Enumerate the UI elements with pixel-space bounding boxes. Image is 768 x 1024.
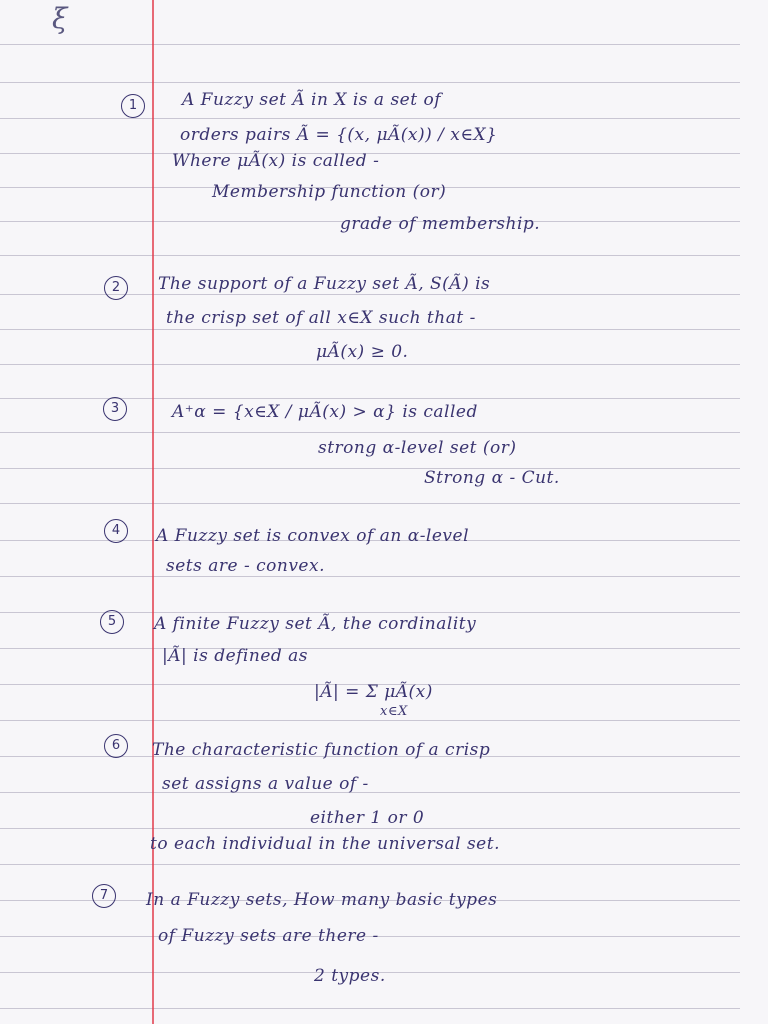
item-number: 7 <box>92 884 116 908</box>
note-line: either 1 or 0 <box>310 808 425 828</box>
ruled-line <box>0 44 740 45</box>
note-line: Where μÃ(x) is called - <box>172 151 380 171</box>
ruled-line <box>0 1008 740 1009</box>
item-number: 3 <box>103 397 127 421</box>
ruled-line <box>0 720 740 721</box>
note-line: Strong α - Cut. <box>424 468 560 488</box>
note-line: of Fuzzy sets are there - <box>158 926 379 946</box>
formula-line: |Ã| = Σ μÃ(x) <box>314 682 433 702</box>
note-line: In a Fuzzy sets, How many basic types <box>146 890 498 910</box>
note-line: strong α-level set (or) <box>318 438 517 458</box>
note-line: A⁺α = {x∈X / μÃ(x) > α} is called <box>172 402 478 422</box>
ruled-line <box>0 82 740 83</box>
margin-line <box>152 0 154 1024</box>
ruled-line <box>0 503 740 504</box>
note-line: A Fuzzy set Ã in X is a set of <box>182 90 441 110</box>
note-line: 2 types. <box>314 966 386 986</box>
note-line: orders pairs Ã = {(x, μÃ(x)) / x∈X} <box>180 125 498 145</box>
item-number: 2 <box>104 276 128 300</box>
ruled-line <box>0 329 740 330</box>
item-number: 1 <box>121 94 145 118</box>
item-number: 4 <box>104 519 128 543</box>
note-line: μÃ(x) ≥ 0. <box>316 342 409 362</box>
ruled-line <box>0 576 740 577</box>
note-line: A finite Fuzzy set Ã, the cordinality <box>154 614 477 634</box>
ruled-line <box>0 364 740 365</box>
ruled-line <box>0 255 740 256</box>
page-mark: ξ <box>52 2 68 35</box>
item-number: 6 <box>104 734 128 758</box>
note-line: Membership function (or) <box>212 182 447 202</box>
ruled-line <box>0 792 740 793</box>
ruled-line <box>0 118 740 119</box>
ruled-line <box>0 828 740 829</box>
item-number: 5 <box>100 610 124 634</box>
note-line: A Fuzzy set is convex of an α-level <box>156 526 470 546</box>
note-line: |Ã| is defined as <box>162 646 309 666</box>
ruled-line <box>0 432 740 433</box>
note-line: The support of a Fuzzy set Ã, S(Ã) is <box>158 274 491 294</box>
note-line: sets are - convex. <box>166 556 325 576</box>
note-line: to each individual in the universal set. <box>150 834 500 854</box>
note-line: The characteristic function of a crisp <box>152 740 491 760</box>
ruled-line <box>0 864 740 865</box>
note-line: grade of membership. <box>340 214 541 234</box>
note-line: set assigns a value of - <box>162 774 369 794</box>
ruled-line <box>0 468 740 469</box>
formula-subscript: x∈X <box>380 704 408 719</box>
ruled-line <box>0 648 740 649</box>
note-line: the crisp set of all x∈X such that - <box>166 308 476 328</box>
